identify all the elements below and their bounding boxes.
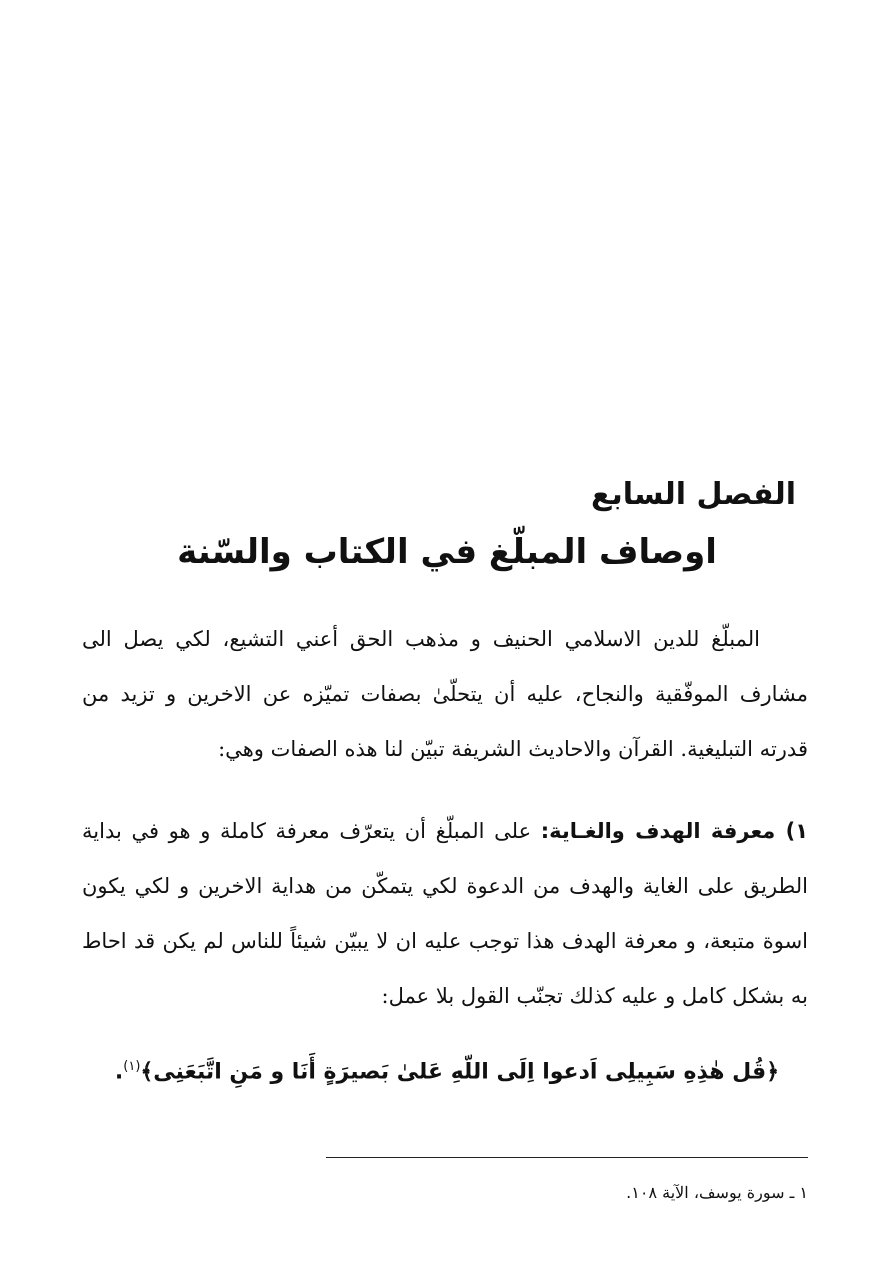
footnote-reference: (١) [123, 1059, 141, 1074]
chapter-heading: الفصل السابع [590, 477, 796, 512]
chapter-title: اوصاف المبلّغ في الكتاب والسّنة [177, 532, 717, 572]
section-1-heading: ١) معرفة الهدف والغـاية: [540, 819, 809, 843]
intro-paragraph: المبلّغ للدين الاسلامي الحنيف و مذهب الحق أعني التشيع، لكي يصل الى مشارف الموفّقية والنجاح، عليه أن يتحلّىٰ بصفات تميّزه عن الاخرين و تزيد من قدرته التبليغية. القرآن والاحاديث الشريفة تبيّن لنا هذه الصفات وهي: [82, 627, 808, 761]
section-1-text: على المبلّغ أن يتعرّف معرفة كاملة و هو في بداية الطريق على الغاية والهدف من الدعوة لكي يتمكّن من هداية الاخرين و لكي يكون اسوة متبعة، و معرفة الهدف هذا توجب عليه ان لا يبيّن شيئاً للناس لم يكن قد احاط به بشكل كامل و عليه كذلك تجنّب القول بلا عمل: [82, 819, 808, 1008]
verse-end: . [114, 1059, 124, 1085]
verse-text: ﴿قُل هٰذِهِ سَبِيلِى اَدعوا اِلَى اللّهِ عَلىٰ بَصيرَةٍ أَنَا و مَنِ اتَّبَعَنِى﴾ [140, 1059, 780, 1085]
footnote: ١ ـ سورة يوسف، الآية ١٠٨. [626, 1183, 808, 1202]
quran-verse [98, 1042, 796, 1097]
footnote-divider [326, 1157, 808, 1158]
section-1-paragraph [82, 804, 808, 1024]
